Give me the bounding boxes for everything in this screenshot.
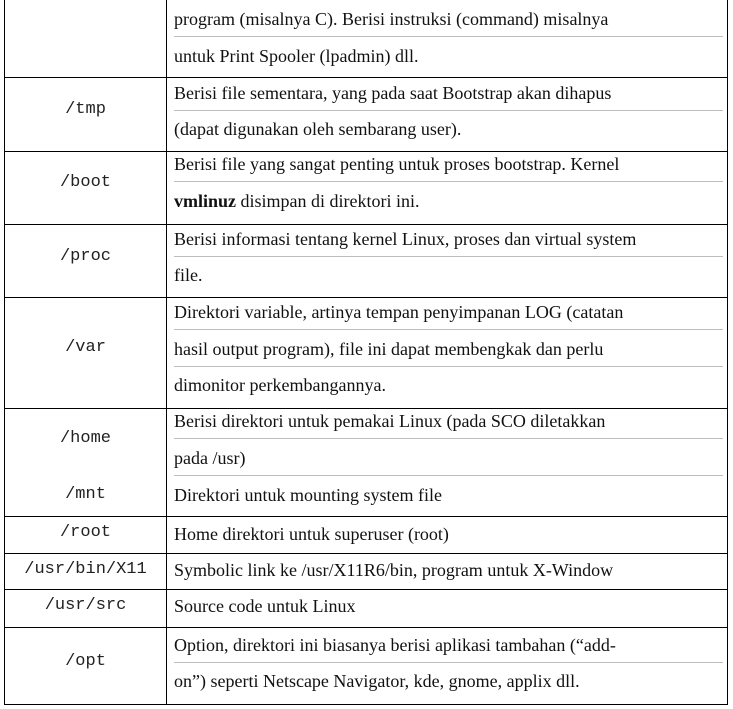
kernel-name: vmlinuz <box>174 191 237 211</box>
table-row <box>4 409 728 517</box>
directory-cell <box>5 628 167 704</box>
table-row <box>4 78 728 152</box>
description-line: Berisi informasi tentang kernel Linux, proses dan virtual system <box>174 221 723 257</box>
description-line: Berisi file yang sangat penting untuk proses bootstrap. Kernel <box>174 146 723 182</box>
table-row <box>4 590 728 628</box>
directory-name: /tmp <box>65 100 106 119</box>
table-row <box>4 152 728 225</box>
directory-name: /opt <box>65 652 106 671</box>
table-row <box>4 628 728 705</box>
description-line: Option, direktori ini biasanya berisi aplikasi tambahan (“add- <box>174 627 723 663</box>
description-cell <box>168 409 727 516</box>
directory-cell <box>5 78 167 151</box>
directory-name: /root <box>59 523 111 542</box>
description-line: pada /usr) <box>174 440 723 476</box>
description-line: Symbolic link ke /usr/X11R6/bin, program untuk X-Window <box>174 560 614 580</box>
description-line <box>174 183 723 219</box>
description-line: hasil output program), file ini dapat membengkak dan perlu <box>174 331 723 367</box>
description-line: Direktori variable, artinya tempan penyimpanan LOG (catatan <box>174 294 723 330</box>
description-cell <box>168 78 727 151</box>
directory-name: /proc <box>59 247 111 266</box>
directory-cell <box>5 225 167 297</box>
description-line: Direktori untuk mounting system file <box>174 485 442 505</box>
directory-name: /usr/src <box>44 596 127 615</box>
directory-name: /usr/bin/X11 <box>24 560 147 579</box>
directory-name: /var <box>65 338 106 357</box>
directory-cell <box>5 152 167 224</box>
description-cell <box>168 225 727 297</box>
description-line: on”) seperti Netscape Navigator, kde, gnome, applix dll. <box>174 671 580 691</box>
directory-name: /boot <box>59 173 111 192</box>
description-cell <box>168 298 727 408</box>
description-line: file. <box>174 265 203 285</box>
table-row <box>4 0 728 78</box>
description-line: program (misalnya C). Berisi instruksi (command) misalnya <box>174 1 723 37</box>
table-row <box>4 225 728 298</box>
description-line: Berisi file sementara, yang pada saat Bootstrap akan dihapus <box>174 75 723 111</box>
description-line: untuk Print Spooler (lpadmin) dll. <box>174 46 419 66</box>
table-row <box>4 554 728 590</box>
description-line: Berisi direktori untuk pemakai Linux (pada SCO diletakkan <box>174 403 723 439</box>
directory-name: /home <box>59 429 111 448</box>
description-text: disimpan di direktori ini. <box>236 191 420 211</box>
directory-cell <box>5 298 167 408</box>
description-line: Home direktori untuk superuser (root) <box>174 524 449 544</box>
directory-cell <box>5 517 167 553</box>
directory-name: /mnt <box>65 485 106 504</box>
description-cell <box>168 152 727 224</box>
directory-cell <box>5 409 167 516</box>
description-cell <box>168 517 727 553</box>
description-cell <box>168 590 727 627</box>
description-cell <box>168 0 727 77</box>
table-row <box>4 298 728 409</box>
description-line: Source code untuk Linux <box>174 596 356 616</box>
description-line: dimonitor perkembangannya. <box>174 375 386 395</box>
directory-cell <box>5 0 167 77</box>
description-cell <box>168 628 727 704</box>
directory-cell <box>5 554 167 589</box>
directory-cell <box>5 590 167 627</box>
description-line: (dapat digunakan oleh sembarang user). <box>174 119 462 139</box>
table-row <box>4 517 728 554</box>
description-cell <box>168 554 727 589</box>
